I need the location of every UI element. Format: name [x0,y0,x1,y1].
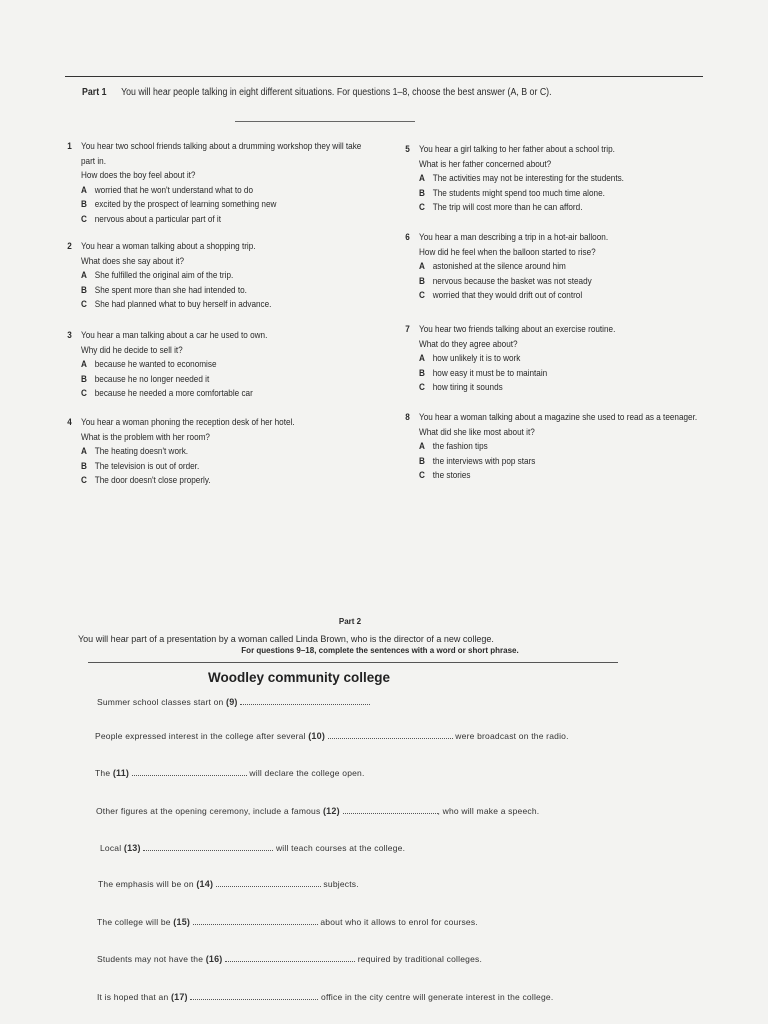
option-letter: A [81,184,87,196]
option-letter: A [419,261,425,272]
option-text: worried that they would drift out of control [432,290,583,301]
option-text: The television is out of order. [94,460,200,472]
question-text: You hear two school friends talking about a drumming workshop they will take [81,141,362,152]
option-letter: A [419,173,425,184]
sentence-13 [100,842,405,853]
question-text: You hear a man describing a trip in a hot-air balloon. [419,232,609,243]
answer-blank[interactable] [225,953,355,962]
sentence-text: Summer school classes start on [97,697,227,707]
gap-number: (16) [205,954,226,964]
option-letter: C [81,475,87,486]
option-letter: C [81,388,87,399]
option-letter: B [419,187,425,199]
answer-option[interactable] [81,445,295,460]
answer-option[interactable] [81,358,267,373]
part1-label: Part 1 [82,87,107,98]
question-number: 3 [67,330,72,341]
part2-instruction: For questions 9–18, complete the sentences with a word or short phrase. [241,646,519,655]
question-6 [405,231,609,304]
answer-blank[interactable] [132,767,247,776]
option-letter: C [419,382,425,393]
top-rule [65,76,703,77]
option-letter: B [419,455,425,467]
option-text: The door doesn't close properly. [94,475,211,486]
sentence-text: Other figures at the opening ceremony, include a famous [96,806,323,816]
option-letter: C [81,299,87,310]
question-1 [67,140,362,227]
answer-option[interactable] [419,187,624,202]
answer-option[interactable] [419,275,608,290]
question-4 [67,416,295,489]
part2-intro: You will hear part of a presentation by a woman called Linda Brown, who is the director of a new college. [78,634,494,644]
answer-option[interactable] [419,172,624,187]
option-letter: B [81,460,87,472]
option-letter: C [419,202,425,213]
question-number: 1 [67,141,72,152]
option-letter: A [81,359,87,370]
answer-blank[interactable] [343,805,438,814]
sentence-text-after: will teach courses at the college. [273,843,406,853]
question-3 [67,329,268,402]
question-number: 2 [67,241,72,252]
answer-option[interactable] [419,352,615,367]
sentence-text: Local [100,843,124,853]
part2-divider [88,662,618,663]
option-text: nervous about a particular part of it [94,213,222,225]
option-text: the fashion tips [432,441,488,452]
option-letter: B [419,367,425,379]
question-number: 8 [405,412,410,423]
question-text: What does she say about it? [81,255,185,267]
gap-number: (9) [226,697,241,707]
question-number: 6 [405,232,410,243]
question-number: 4 [67,417,72,428]
answer-option[interactable] [81,213,361,228]
answer-option[interactable] [419,201,624,216]
question-text: How does the boy feel about it? [81,170,196,181]
answer-blank[interactable] [240,696,370,705]
answer-option[interactable] [81,373,267,388]
question-text: You hear a woman phoning the reception desk of her hotel. [81,417,295,428]
gap-number: (10) [308,731,328,741]
option-text: worried that he won't understand what to do [94,184,254,196]
college-title: Woodley community college [208,670,391,685]
sentence-text-after: required by traditional colleges. [355,954,483,964]
answer-blank[interactable] [328,730,453,739]
question-text: What is the problem with her room? [81,431,210,443]
option-text: the stories [432,470,471,481]
gap-number: (14) [196,879,216,889]
question-text: What do they agree about? [419,338,518,350]
option-letter: B [81,284,87,296]
part2-label: Part 2 [338,617,362,626]
option-text: the interviews with pop stars [432,455,536,467]
option-text: because he wanted to economise [94,359,217,370]
question-text: What is her father concerned about? [419,158,552,170]
option-text: She had planned what to buy herself in advance. [94,299,272,310]
sentence-text: The emphasis will be on [98,879,197,889]
sentence-text: It is hoped that an [97,992,171,1002]
option-letter: C [419,290,425,301]
option-text: because he no longer needed it [94,373,210,385]
answer-option[interactable] [81,474,295,489]
gap-number: (13) [123,843,144,853]
question-text: What did she like most about it? [419,426,535,438]
answer-option[interactable] [419,469,697,484]
answer-option[interactable] [81,387,267,402]
sentence-text-after: subjects. [320,879,359,889]
option-text: The trip will cost more than he can afford. [432,202,583,213]
sentence-11 [95,767,365,778]
option-letter: A [419,441,425,452]
option-letter: C [419,470,425,481]
part1-header [82,87,628,98]
answer-option[interactable] [81,298,271,313]
sentence-text: Students may not have the [97,954,206,964]
option-text: nervous because the basket was not steady [432,275,592,287]
question-text: You hear a woman talking about a shopping trip. [81,241,256,252]
answer-option[interactable] [419,440,697,455]
option-text: excited by the prospect of learning something new [94,199,277,210]
option-text: how unlikely it is to work [432,353,521,364]
gap-number: (11) [112,768,132,778]
sentence-14 [98,878,359,889]
question-5 [405,143,624,216]
question-text: Why did he decide to sell it? [81,344,183,356]
question-7 [405,323,616,396]
answer-blank[interactable] [193,916,318,925]
gap-number: (12) [322,806,343,816]
answer-option[interactable] [419,381,615,396]
answer-blank[interactable] [216,878,321,887]
option-text: She spent more than she had intended to. [94,284,247,296]
question-text: You hear a girl talking to her father about a school trip. [419,144,615,155]
part1-divider [235,121,415,122]
option-letter: A [81,270,87,281]
sentence-text-after: about who it allows to enrol for courses. [317,917,478,927]
option-text: The heating doesn't work. [94,446,189,457]
part1-instruction: You will hear people talking in eight different situations. For questions 1–8, choose the best answer (A, B or C). [121,87,552,98]
answer-option[interactable] [419,289,608,304]
question-2 [67,240,272,313]
answer-option[interactable] [419,367,615,382]
option-letter: B [81,373,87,385]
question-text: part in. [81,155,106,167]
question-8 [405,411,698,484]
sentence-12 [96,805,539,816]
question-number: 7 [405,324,410,335]
answer-option[interactable] [419,455,697,470]
question-number: 5 [405,144,410,155]
gap-number: (17) [170,992,191,1002]
option-letter: B [81,199,87,210]
option-text: The activities may not be interesting for the students. [432,173,624,184]
gap-number: (15) [173,917,193,927]
option-text: The students might spend too much time alone. [432,187,605,199]
sentence-text: The college will be [97,917,174,927]
sentence-text-after: , who will make a speech. [437,806,540,816]
answer-option[interactable] [81,269,271,284]
answer-option[interactable] [419,260,608,275]
sentence-text: People expressed interest in the college after several [95,731,309,741]
sentence-text-after: office in the city centre will generate interest in the college. [318,992,554,1002]
question-text: You hear two friends talking about an exercise routine. [419,324,616,335]
sentence-text-after: will declare the college open. [246,768,365,778]
option-text: astonished at the silence around him [432,261,566,272]
question-text: You hear a woman talking about a magazine she used to read as a teenager. [419,412,698,423]
answer-option[interactable] [81,184,361,199]
option-letter: B [419,275,425,287]
option-letter: A [81,446,87,457]
question-text: You hear a man talking about a car he used to own. [81,330,268,341]
option-letter: C [81,213,87,225]
sentence-16 [97,953,482,964]
sentence-9 [97,696,370,707]
option-text: how tiring it sounds [432,382,503,393]
option-text: because he needed a more comfortable car [94,388,253,399]
option-text: how easy it must be to maintain [432,367,548,379]
answer-blank[interactable] [143,842,273,851]
answer-blank[interactable] [190,991,318,1000]
sentence-17 [97,991,553,1002]
option-text: She fulfilled the original aim of the trip. [94,270,234,281]
option-letter: A [419,353,425,364]
answer-option[interactable] [81,460,295,475]
question-text: How did he feel when the balloon started to rise? [419,246,596,258]
sentence-text-after: were broadcast on the radio. [452,731,569,741]
answer-option[interactable] [81,284,271,299]
sentence-10 [95,730,569,741]
sentence-text: The [95,768,113,778]
answer-option[interactable] [81,198,361,213]
sentence-15 [97,916,478,927]
